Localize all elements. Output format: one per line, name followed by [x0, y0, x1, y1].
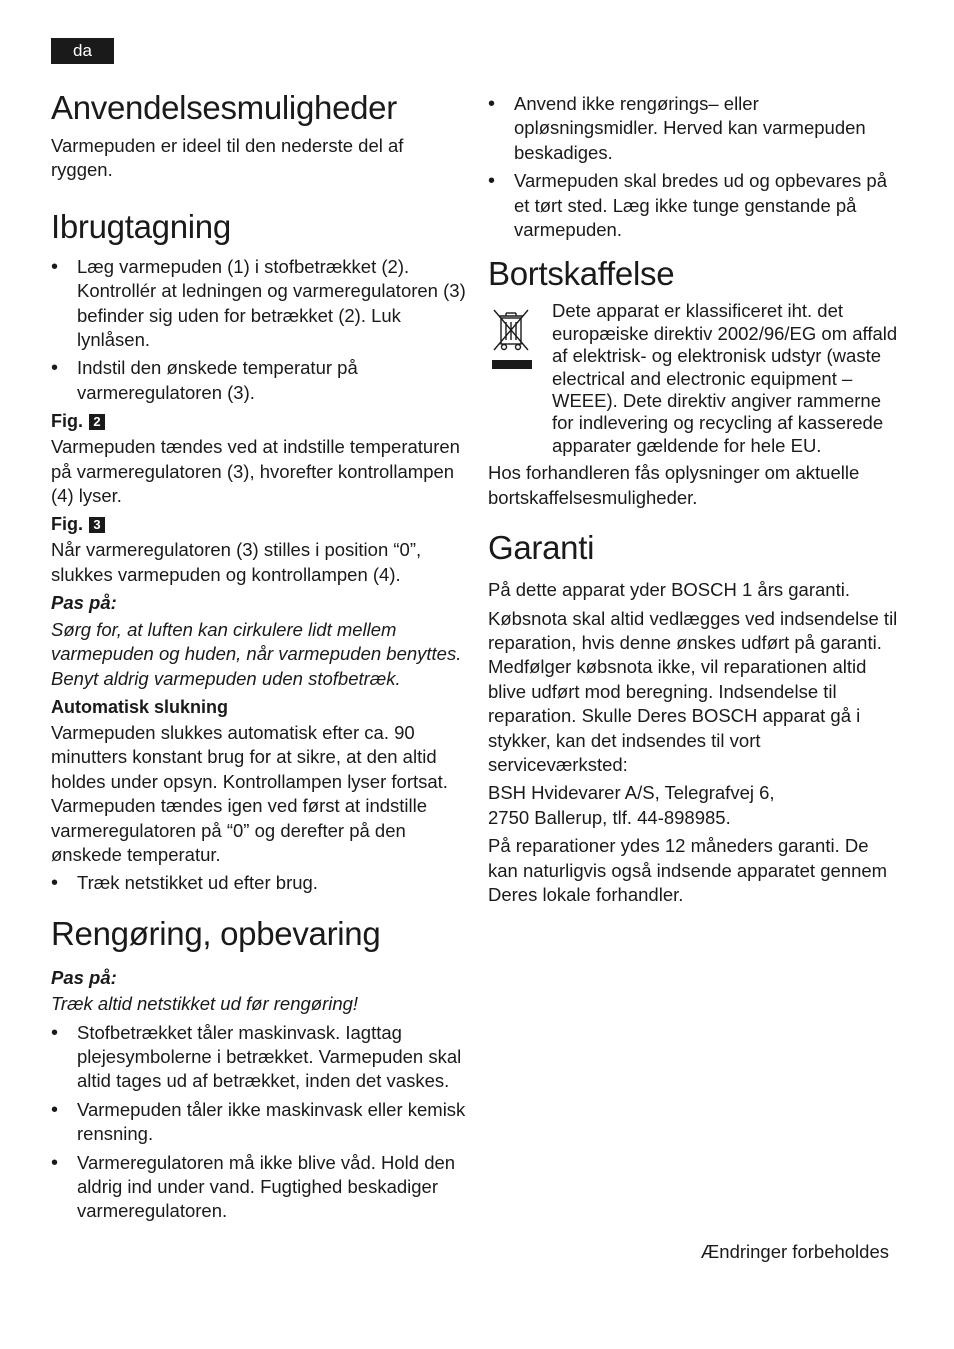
fig-label: Fig.	[51, 411, 83, 432]
list-item: • Varmepuden tåler ikke maskinvask eller kemisk rensning.	[51, 1098, 466, 1147]
section-anvendelse	[51, 88, 466, 183]
list-item: • Indstil den ønskede temperatur på varmeregulatoren (3).	[51, 356, 466, 405]
auto-off-bullet-list	[51, 871, 466, 895]
figure-ref-3	[51, 512, 466, 536]
section-ibrugtagning	[51, 207, 466, 896]
heading-ibrugtagning: Ibrugtagning	[51, 207, 231, 245]
list-item: • Stofbetrækket tåler maskinvask. Iagttag plejesymbolerne i betrækket. Varmepuden skal altid tages ud af betrækket, inden det vaskes.	[51, 1021, 466, 1094]
section-garanti	[488, 528, 898, 907]
caution-text: Sørg for, at luften kan cirkulere lidt mellem varmepuden og huden, når varmepuden benyttes. Benyt aldrig varmepuden uden stofbetræk.	[51, 618, 462, 689]
auto-off-text: Varmepuden slukkes automatisk efter ca. 90 minutters konstant brug for at sikre, at den altid holdes under opsyn. Kontrollampen lyser fortsat. Varmepuden tændes igen ved først at indstille varmeregulatoren på “0” og derefter på den ønskede temperatur.	[51, 721, 448, 865]
garanti-address: BSH Hvidevarer A/S, Telegrafvej 6, 2750 Ballerup, tlf. 44-898985.	[488, 782, 775, 828]
list-item: • Varmepuden skal bredes ud og opbevares på et tørt sted. Læg ikke tunge genstande på varmepuden.	[488, 169, 898, 242]
weee-text: Dete apparat er klassificeret iht. det europæiske direktiv 2002/96/EG om affald af elektrisk- og elektronisk udstyr (waste electrical and electronic equipment – WEEE). Dete direktiv angiver rammerne for indlevering og recycling af kasserede apparater gældende for hele EU.	[552, 300, 898, 456]
caution-text: Træk altid netstikket ud før rengøring!	[51, 993, 359, 1015]
fig2-text: Varmepuden tændes ved at indstille temperaturen på varmeregulatoren (3), hvorefter kontrollampen (4) lyser.	[51, 436, 460, 507]
bortskaffelse-text: Hos forhandleren fås oplysninger om aktuelle bortskaffelsesmuligheder.	[488, 462, 860, 508]
section-rengoring	[51, 914, 466, 1224]
garanti-text-2: Købsnota skal altid vedlægges ved indsendelse til reparation, hvis denne ønskes udført på garanti. Medfølger købsnota ikke, vil reparationen altid blive udført mod beregning. Indsendelse til reparation. Skulle Deres BOSCH apparat gå i stykker, kan det indsendes til vort serviceværksted:	[488, 607, 898, 775]
weee-block	[488, 300, 898, 457]
heading-garanti: Garanti	[488, 529, 595, 567]
crossed-out-wheelie-bin-icon	[488, 300, 540, 457]
garanti-text-1: På dette apparat yder BOSCH 1 års garanti.	[488, 579, 850, 601]
anvendelse-text: Varmepuden er ideel til den nederste del af ryggen.	[51, 135, 404, 181]
heading-bortskaffelse: Bortskaffelse	[488, 255, 675, 293]
figure-ref-2	[51, 409, 466, 433]
fig-label: Fig.	[51, 514, 83, 535]
list-item: • Træk netstikket ud efter brug.	[51, 871, 466, 895]
fig-number: 3	[89, 517, 105, 533]
heading-anvendelse: Anvendelsesmuligheder	[51, 89, 397, 126]
list-item: • Anvend ikke rengørings– eller opløsningsmidler. Herved kan varmepuden beskadiges.	[488, 92, 898, 165]
right-column	[488, 92, 898, 911]
language-tag: da	[51, 38, 114, 64]
caution-label: Pas på:	[51, 966, 117, 988]
heading-rengoring: Rengøring, opbevaring	[51, 914, 381, 952]
footer-note: Ændringer forbeholdes	[700, 1241, 889, 1262]
weee-text-block	[552, 300, 898, 457]
garanti-text-4: På reparationer ydes 12 måneders garanti. De kan naturligvis også indsende apparatet gennem Deres lokale forhandler.	[488, 835, 888, 905]
caution-label: Pas på:	[51, 592, 117, 614]
list-item: • Varmeregulatoren må ikke blive våd. Hold den aldrig ind under vand. Fugtighed beskadiger varmeregulatoren.	[51, 1151, 466, 1224]
fig-number: 2	[89, 414, 105, 430]
ibrug-bullet-list	[51, 255, 466, 405]
auto-off-heading: Automatisk slukning	[51, 696, 229, 717]
section-bortskaffelse	[488, 254, 898, 510]
list-item: • Læg varmepuden (1) i stofbetrækket (2). Kontrollér at ledningen og varmeregulatoren (3) befinder sig uden for betrækket (2). Luk lynlåsen.	[51, 255, 466, 353]
fig3-text: Når varmeregulatoren (3) stilles i position “0”, slukkes varmepuden og kontrollampen (4).	[51, 539, 422, 585]
rengoring-cont-bullet-list	[488, 92, 898, 242]
left-column	[51, 88, 466, 1228]
rengoring-bullet-list	[51, 1021, 466, 1224]
